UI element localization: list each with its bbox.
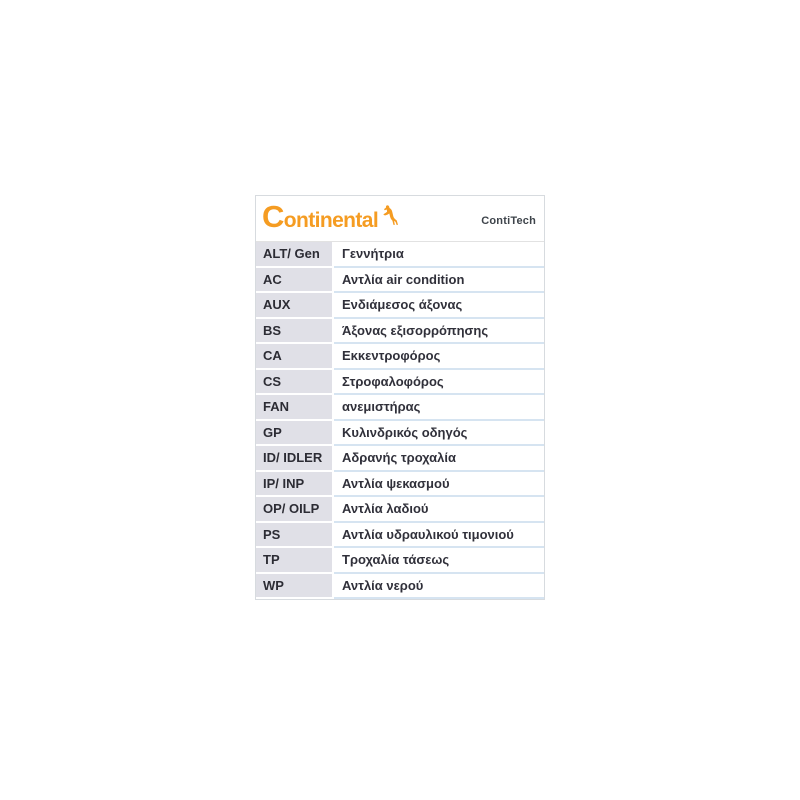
legend-rows bbox=[256, 242, 544, 599]
code-cell: ID/ IDLER bbox=[256, 446, 332, 470]
description-cell: Εκκεντροφόρος bbox=[334, 344, 544, 370]
rearing-horse-icon bbox=[380, 204, 400, 228]
code-cell: AUX bbox=[256, 293, 332, 317]
table-row bbox=[256, 446, 544, 472]
code-cell: GP bbox=[256, 421, 332, 445]
code-cell: IP/ INP bbox=[256, 472, 332, 496]
code-cell: FAN bbox=[256, 395, 332, 419]
table-row bbox=[256, 395, 544, 421]
contitech-wordmark: ContiTech bbox=[481, 214, 536, 227]
continental-logo bbox=[262, 198, 400, 237]
continental-wordmark: Continental bbox=[262, 198, 379, 234]
table-row bbox=[256, 421, 544, 447]
code-cell: AC bbox=[256, 268, 332, 292]
description-cell: Αντλία υδραυλικού τιμονιού bbox=[334, 523, 544, 549]
description-cell: Αδρανής τροχαλία bbox=[334, 446, 544, 472]
table-row bbox=[256, 344, 544, 370]
description-cell: ανεμιστήρας bbox=[334, 395, 544, 421]
code-cell: CS bbox=[256, 370, 332, 394]
description-cell: Στροφαλοφόρος bbox=[334, 370, 544, 396]
description-cell: Αντλία air condition bbox=[334, 268, 544, 294]
parts-code-legend-table bbox=[255, 195, 545, 600]
code-cell: OP/ OILP bbox=[256, 497, 332, 521]
table-row bbox=[256, 574, 544, 600]
description-cell: Αντλία νερού bbox=[334, 574, 544, 600]
description-cell: Κυλινδρικός οδηγός bbox=[334, 421, 544, 447]
code-cell: WP bbox=[256, 574, 332, 598]
table-row bbox=[256, 548, 544, 574]
code-cell: PS bbox=[256, 523, 332, 547]
description-cell: Τροχαλία τάσεως bbox=[334, 548, 544, 574]
table-row bbox=[256, 293, 544, 319]
code-cell: ALT/ Gen bbox=[256, 242, 332, 266]
description-cell: Άξονας εξισορρόπησης bbox=[334, 319, 544, 345]
brand-header bbox=[256, 196, 544, 242]
table-row bbox=[256, 472, 544, 498]
table-row bbox=[256, 319, 544, 345]
table-row bbox=[256, 370, 544, 396]
code-cell: CA bbox=[256, 344, 332, 368]
table-row bbox=[256, 242, 544, 268]
description-cell: Γεννήτρια bbox=[334, 242, 544, 268]
table-row bbox=[256, 497, 544, 523]
description-cell: Αντλία ψεκασμού bbox=[334, 472, 544, 498]
code-cell: BS bbox=[256, 319, 332, 343]
table-row bbox=[256, 268, 544, 294]
description-cell: Αντλία λαδιού bbox=[334, 497, 544, 523]
table-row bbox=[256, 523, 544, 549]
code-cell: TP bbox=[256, 548, 332, 572]
description-cell: Ενδιάμεσος άξονας bbox=[334, 293, 544, 319]
